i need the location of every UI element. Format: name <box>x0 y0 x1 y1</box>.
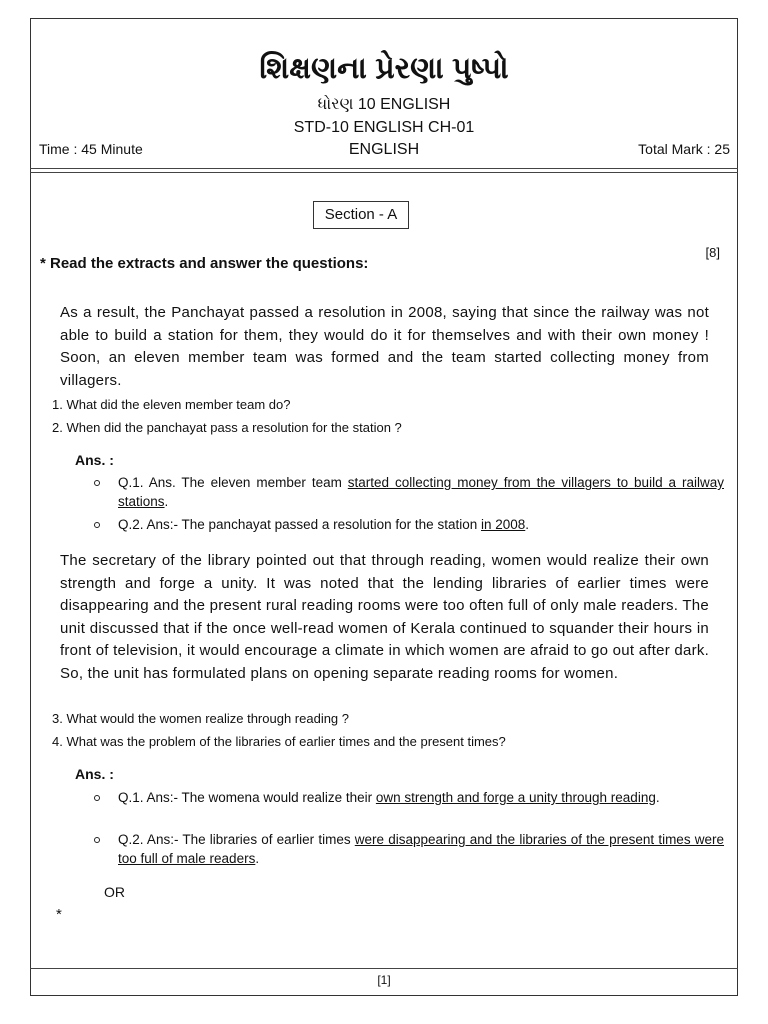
page-number: [1] <box>377 973 391 987</box>
or-label: OR <box>104 884 125 900</box>
extract-2: The secretary of the library pointed out that through reading, women would realize their own strength and forge a unity. It was noted that the lending libraries of earlier times were disappearing and the present rural reading rooms were too often full of only male readers. The unit discussed that if the once well-read women of Kerala continued to squander their hours in front of television, it would encourage a climate in which women are afraid to go out after dark. So, the unit has formulated plans on opening separate reading rooms for women. <box>60 552 709 682</box>
header-divider <box>30 168 738 169</box>
standard-label: ધોરણ 10 ENGLISH <box>317 96 451 113</box>
header-divider-2 <box>30 172 738 173</box>
question-1: 1. What did the eleven member team do? <box>52 397 291 412</box>
answer-label: Ans. : <box>75 766 114 782</box>
question-3: 3. What would the women realize through reading ? <box>52 711 350 726</box>
subject-label: ENGLISH <box>348 141 420 158</box>
chapter-label: STD-10 ENGLISH CH-01 <box>293 119 475 136</box>
answer-item: Q.2. Ans:- The libraries of earlier times were disappearing and the libraries of the present times were too full of male readers. <box>118 832 725 866</box>
footer-divider <box>30 968 738 969</box>
question-4: 4. What was the problem of the libraries of earlier times and the present times? <box>52 734 506 749</box>
answer-item: Q.2. Ans:- The panchayat passed a resolution for the station in 2008. <box>118 515 724 534</box>
time-label: Time : 45 Minute <box>39 141 143 157</box>
answer-label: Ans. : <box>75 452 114 468</box>
instruction: * Read the extracts and answer the questions: <box>40 255 369 272</box>
marks-label: [8] <box>705 245 720 260</box>
star-marker: * <box>56 906 62 923</box>
total-mark-label: Total Mark : 25 <box>638 141 730 157</box>
answer-item: Q.1. Ans. The eleven member team started collecting money from the villagers to build a railway stations. <box>118 475 724 509</box>
question-2: 2. When did the panchayat pass a resolution for the station ? <box>52 420 402 435</box>
answer-item: Q.1. Ans:- The womena would realize their own strength and forge a unity through reading. <box>118 788 724 807</box>
extract-1: As a result, the Panchayat passed a resolution in 2008, saying that since the railway was not able to build a station for them, they would do it for themselves and with their own money ! Soon, an eleven member team was formed and the team started collecting money from villagers. <box>60 304 709 389</box>
page-title: શિક્ષણના પ્રેરણા પુષ્પો <box>259 52 509 85</box>
section-heading: Section - A <box>313 201 409 229</box>
